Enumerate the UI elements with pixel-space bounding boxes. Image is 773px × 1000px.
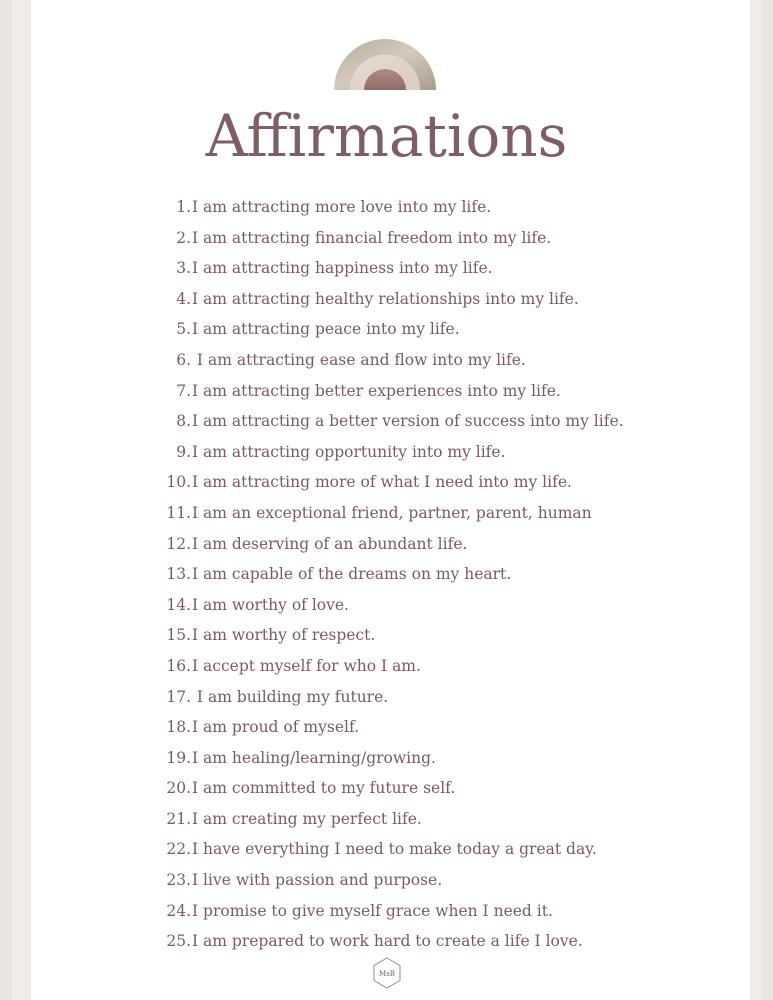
affirmation-item <box>0 284 773 315</box>
affirmation-number: 11. <box>166 503 191 522</box>
affirmation-text: I am attracting opportunity into my life. <box>192 442 506 461</box>
affirmation-text: I am healing/learning/growing. <box>192 748 436 767</box>
affirmation-item <box>0 223 773 254</box>
affirmation-item <box>0 345 773 376</box>
affirmation-number: 21. <box>166 809 191 828</box>
affirmation-text: I am attracting financial freedom into my life. <box>192 228 552 247</box>
affirmation-item <box>0 651 773 682</box>
affirmation-number: 2. <box>176 228 191 247</box>
affirmation-item <box>0 376 773 407</box>
affirmation-number: 9. <box>176 442 191 461</box>
affirmation-number: 22. <box>166 840 191 859</box>
affirmation-item <box>0 926 773 957</box>
affirmation-item <box>0 406 773 437</box>
affirmation-text: I am prepared to work hard to create a life I love. <box>192 932 583 951</box>
affirmation-text: I accept myself for who I am. <box>192 656 421 675</box>
affirmation-item <box>0 865 773 896</box>
affirmation-number: 14. <box>166 595 191 614</box>
affirmation-text: I am attracting more of what I need into my life. <box>192 473 572 492</box>
affirmation-number: 3. <box>176 259 191 278</box>
affirmation-number: 20. <box>166 779 191 798</box>
affirmation-text: I am an exceptional friend, partner, parent, human <box>192 503 592 522</box>
affirmation-text: I am building my future. <box>192 687 389 706</box>
affirmation-item <box>0 192 773 223</box>
affirmation-number: 1. <box>176 198 191 216</box>
affirmation-item <box>0 682 773 713</box>
affirmation-text: I am attracting peace into my life. <box>192 320 460 339</box>
affirmation-number: 13. <box>166 565 191 584</box>
hexagon-logo-icon <box>373 957 401 989</box>
affirmation-item <box>0 498 773 529</box>
affirmation-item <box>0 559 773 590</box>
affirmations-list <box>0 192 773 957</box>
affirmation-text: I am proud of myself. <box>192 718 360 737</box>
affirmation-number: 16. <box>166 656 191 675</box>
affirmation-text: I live with passion and purpose. <box>192 871 443 890</box>
affirmation-number: 25. <box>166 932 191 951</box>
affirmation-text: I am worthy of love. <box>192 595 349 614</box>
affirmation-item <box>0 620 773 651</box>
affirmation-item <box>0 834 773 865</box>
affirmation-number: 18. <box>166 718 191 737</box>
affirmation-number: 4. <box>176 289 191 308</box>
logo-text: MsB <box>379 970 395 978</box>
affirmation-text: I am creating my perfect life. <box>192 809 422 828</box>
affirmation-item <box>0 804 773 835</box>
affirmation-text: I am attracting a better version of success into my life. <box>192 412 624 431</box>
affirmation-item <box>0 467 773 498</box>
affirmation-number: 12. <box>166 534 191 553</box>
affirmation-text: I am attracting healthy relationships into my life. <box>192 289 579 308</box>
affirmation-number: 10. <box>166 473 191 492</box>
affirmation-text: I am committed to my future self. <box>192 779 456 798</box>
affirmation-number: 23. <box>166 871 191 890</box>
affirmation-number: 6. <box>176 350 191 369</box>
affirmation-item <box>0 773 773 804</box>
affirmation-item <box>0 896 773 927</box>
affirmation-text: I am attracting more love into my life. <box>192 198 492 216</box>
affirmation-number: 8. <box>176 412 191 431</box>
affirmation-item <box>0 743 773 774</box>
affirmation-number: 15. <box>166 626 191 645</box>
affirmation-number: 7. <box>176 381 191 400</box>
affirmation-text: I am attracting ease and flow into my life. <box>192 350 526 369</box>
affirmation-text: I promise to give myself grace when I need it. <box>192 901 553 920</box>
affirmation-item <box>0 529 773 560</box>
affirmation-number: 17. <box>166 687 191 706</box>
affirmation-item <box>0 590 773 621</box>
affirmation-text: I am deserving of an abundant life. <box>192 534 468 553</box>
affirmation-text: I am worthy of respect. <box>192 626 376 645</box>
affirmation-number: 19. <box>166 748 191 767</box>
affirmation-text: I am attracting better experiences into my life. <box>192 381 561 400</box>
affirmation-number: 5. <box>176 320 191 339</box>
affirmation-item <box>0 253 773 284</box>
page-title: Affirmations <box>205 102 568 170</box>
rainbow-icon <box>332 28 438 92</box>
affirmation-text: I am capable of the dreams on my heart. <box>192 565 512 584</box>
affirmation-text: I have everything I need to make today a great day. <box>192 840 597 859</box>
affirmation-item <box>0 712 773 743</box>
affirmation-text: I am attracting happiness into my life. <box>192 259 493 278</box>
affirmation-item <box>0 437 773 468</box>
affirmation-item <box>0 314 773 345</box>
affirmation-number: 24. <box>166 901 191 920</box>
